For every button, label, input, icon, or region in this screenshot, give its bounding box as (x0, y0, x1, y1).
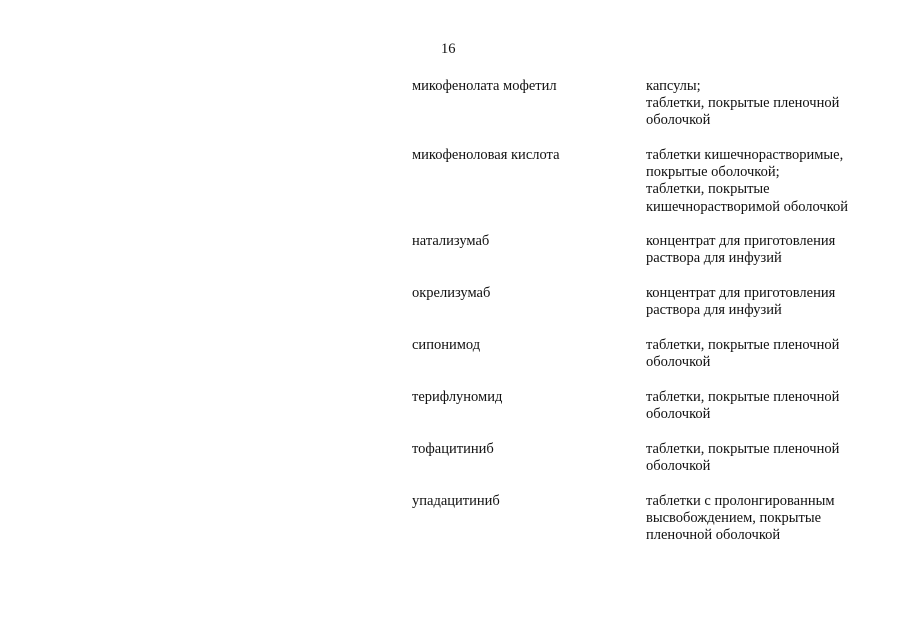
drug-name: сипонимод (412, 337, 481, 353)
dosage-form-line: оболочкой (646, 354, 711, 371)
dosage-form-line: оболочкой (646, 112, 711, 129)
drug-name: микофеноловая кислота (412, 147, 560, 163)
dosage-form-line: таблетки кишечнорастворимые, (646, 147, 844, 163)
dosage-form-line: оболочкой (646, 406, 711, 423)
dosage-form (646, 233, 886, 267)
drug-name: терифлуномид (412, 389, 503, 405)
drug-name: тофацитиниб (412, 441, 494, 457)
drug-name: упадацитиниб (412, 493, 500, 509)
dosage-form-line: покрытые оболочкой; (646, 164, 780, 181)
drug-name: окрелизумаб (412, 285, 491, 301)
dosage-form (646, 441, 886, 475)
dosage-form (646, 337, 886, 371)
dosage-form-line: пленочной оболочкой (646, 527, 781, 544)
dosage-form (646, 285, 886, 319)
dosage-form (646, 147, 886, 216)
dosage-form-line: оболочкой (646, 458, 711, 475)
dosage-form-line: таблетки, покрытые пленочной (646, 441, 840, 457)
drug-name: микофенолата мофетил (412, 78, 557, 94)
dosage-form-line: высвобождением, покрытые (646, 510, 822, 527)
dosage-form-line: раствора для инфузий (646, 302, 782, 319)
page-number: 16 (441, 41, 456, 57)
dosage-form-line: таблетки с пролонгированным (646, 493, 835, 509)
dosage-form-line: концентрат для приготовления (646, 285, 836, 301)
dosage-form-line: таблетки, покрытые пленочной (646, 389, 840, 405)
dosage-form (646, 493, 886, 545)
dosage-form-line: раствора для инфузий (646, 250, 782, 267)
dosage-form-line: таблетки, покрытые пленочной (646, 95, 840, 112)
dosage-form-line: концентрат для приготовления (646, 233, 836, 249)
dosage-form (646, 78, 886, 130)
dosage-form-line: таблетки, покрытые пленочной (646, 337, 840, 353)
dosage-form-line: кишечнорастворимой оболочкой (646, 198, 849, 215)
dosage-form-line: капсулы; (646, 78, 701, 94)
drug-name: натализумаб (412, 233, 490, 249)
dosage-form-line: таблетки, покрытые (646, 181, 770, 198)
dosage-form (646, 389, 886, 423)
